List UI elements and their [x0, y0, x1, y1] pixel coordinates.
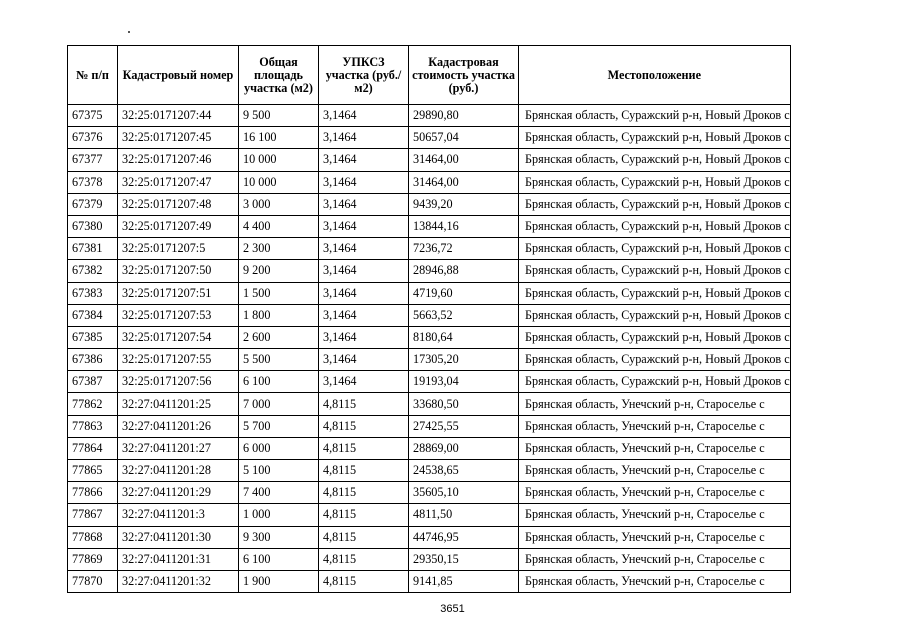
cell-number: 67381: [68, 238, 118, 260]
cell-cadastral-value: 35605,10: [409, 482, 519, 504]
cell-number: 67377: [68, 149, 118, 171]
cell-cadastral-value: 33680,50: [409, 393, 519, 415]
cell-cadastral-number: 32:25:0171207:51: [118, 282, 239, 304]
cell-number: 67387: [68, 371, 118, 393]
cell-area: 10 000: [239, 149, 319, 171]
cell-location: Брянская область, Суражский р-н, Новый Дроков с: [519, 304, 791, 326]
cell-cadastral-value: 28869,00: [409, 437, 519, 459]
cell-upksz: 4,8115: [319, 393, 409, 415]
cell-number: 77865: [68, 460, 118, 482]
cell-area: 6 000: [239, 437, 319, 459]
cell-location: Брянская область, Унечский р-н, Староселье с: [519, 437, 791, 459]
cell-cadastral-value: 13844,16: [409, 215, 519, 237]
table-row: [68, 105, 791, 127]
cell-location: Брянская область, Унечский р-н, Староселье с: [519, 482, 791, 504]
cell-cadastral-value: 19193,04: [409, 371, 519, 393]
cell-cadastral-value: 7236,72: [409, 238, 519, 260]
cell-number: 67379: [68, 193, 118, 215]
cell-area: 1 000: [239, 504, 319, 526]
cell-upksz: 3,1464: [319, 149, 409, 171]
table-row: [68, 548, 791, 570]
cell-upksz: 3,1464: [319, 105, 409, 127]
cell-location: Брянская область, Унечский р-н, Староселье с: [519, 460, 791, 482]
cell-location: Брянская область, Унечский р-н, Староселье с: [519, 393, 791, 415]
cell-cadastral-value: 5663,52: [409, 304, 519, 326]
header-location: Местоположение: [519, 46, 791, 105]
cell-upksz: 3,1464: [319, 326, 409, 348]
table-row: [68, 127, 791, 149]
cell-area: 9 300: [239, 526, 319, 548]
cell-upksz: 3,1464: [319, 304, 409, 326]
cell-location: Брянская область, Суражский р-н, Новый Дроков с: [519, 371, 791, 393]
cadastral-table: [67, 45, 791, 593]
cell-cadastral-number: 32:27:0411201:29: [118, 482, 239, 504]
cell-location: Брянская область, Суражский р-н, Новый Дроков с: [519, 260, 791, 282]
cell-upksz: 4,8115: [319, 526, 409, 548]
header-cadastral-number: Кадастровый номер: [118, 46, 239, 105]
cell-location: Брянская область, Унечский р-н, Староселье с: [519, 526, 791, 548]
scan-speck: [128, 31, 130, 33]
cell-number: 77869: [68, 548, 118, 570]
cell-upksz: 3,1464: [319, 238, 409, 260]
cell-number: 67385: [68, 326, 118, 348]
cell-number: 77868: [68, 526, 118, 548]
cell-number: 67386: [68, 349, 118, 371]
cell-area: 5 700: [239, 415, 319, 437]
cell-upksz: 3,1464: [319, 260, 409, 282]
table-row: [68, 215, 791, 237]
cell-location: Брянская область, Унечский р-н, Староселье с: [519, 415, 791, 437]
cell-area: 4 400: [239, 215, 319, 237]
header-area: Общая площадь участка (м2): [239, 46, 319, 105]
cell-number: 67384: [68, 304, 118, 326]
cell-upksz: 4,8115: [319, 482, 409, 504]
cell-cadastral-number: 32:27:0411201:25: [118, 393, 239, 415]
cell-cadastral-number: 32:25:0171207:55: [118, 349, 239, 371]
cell-cadastral-value: 29350,15: [409, 548, 519, 570]
cell-cadastral-value: 31464,00: [409, 171, 519, 193]
table-row: [68, 260, 791, 282]
cell-cadastral-number: 32:25:0171207:53: [118, 304, 239, 326]
cell-number: 67382: [68, 260, 118, 282]
cell-cadastral-value: 8180,64: [409, 326, 519, 348]
cell-cadastral-value: 9141,85: [409, 570, 519, 592]
cell-cadastral-number: 32:25:0171207:49: [118, 215, 239, 237]
cell-cadastral-number: 32:25:0171207:5: [118, 238, 239, 260]
cell-cadastral-value: 27425,55: [409, 415, 519, 437]
cell-area: 2 300: [239, 238, 319, 260]
cell-cadastral-number: 32:25:0171207:44: [118, 105, 239, 127]
cell-cadastral-number: 32:27:0411201:28: [118, 460, 239, 482]
cell-cadastral-value: 31464,00: [409, 149, 519, 171]
cell-cadastral-value: 29890,80: [409, 105, 519, 127]
cell-location: Брянская область, Суражский р-н, Новый Дроков с: [519, 149, 791, 171]
cell-upksz: 4,8115: [319, 460, 409, 482]
cell-area: 16 100: [239, 127, 319, 149]
table-row: [68, 437, 791, 459]
header-upksz: УПКСЗ участка (руб./м2): [319, 46, 409, 105]
table-body: [68, 105, 791, 593]
table-row: [68, 460, 791, 482]
cell-cadastral-number: 32:27:0411201:32: [118, 570, 239, 592]
table-row: [68, 415, 791, 437]
cell-area: 5 500: [239, 349, 319, 371]
cell-upksz: 3,1464: [319, 215, 409, 237]
cell-number: 77867: [68, 504, 118, 526]
cell-cadastral-number: 32:25:0171207:45: [118, 127, 239, 149]
cell-cadastral-value: 44746,95: [409, 526, 519, 548]
cell-upksz: 4,8115: [319, 548, 409, 570]
cell-location: Брянская область, Суражский р-н, Новый Дроков с: [519, 282, 791, 304]
cell-area: 7 000: [239, 393, 319, 415]
cell-number: 67380: [68, 215, 118, 237]
table-row: [68, 393, 791, 415]
cell-area: 2 600: [239, 326, 319, 348]
table-row: [68, 282, 791, 304]
cell-cadastral-number: 32:25:0171207:48: [118, 193, 239, 215]
cell-cadastral-value: 17305,20: [409, 349, 519, 371]
cell-area: 6 100: [239, 371, 319, 393]
cell-area: 9 200: [239, 260, 319, 282]
cell-cadastral-value: 28946,88: [409, 260, 519, 282]
cell-location: Брянская область, Суражский р-н, Новый Дроков с: [519, 349, 791, 371]
cell-area: 1 500: [239, 282, 319, 304]
cell-area: 9 500: [239, 105, 319, 127]
cell-area: 5 100: [239, 460, 319, 482]
cell-location: Брянская область, Суражский р-н, Новый Дроков с: [519, 105, 791, 127]
cell-upksz: 3,1464: [319, 282, 409, 304]
cell-upksz: 3,1464: [319, 171, 409, 193]
table-row: [68, 193, 791, 215]
header-row: [68, 46, 791, 105]
cell-area: 3 000: [239, 193, 319, 215]
cell-cadastral-number: 32:27:0411201:30: [118, 526, 239, 548]
cell-area: 7 400: [239, 482, 319, 504]
cell-upksz: 4,8115: [319, 415, 409, 437]
table-row: [68, 570, 791, 592]
table-row: [68, 349, 791, 371]
header-number: № п/п: [68, 46, 118, 105]
cell-cadastral-number: 32:27:0411201:31: [118, 548, 239, 570]
cell-location: Брянская область, Суражский р-н, Новый Дроков с: [519, 171, 791, 193]
cell-number: 77864: [68, 437, 118, 459]
cell-number: 67383: [68, 282, 118, 304]
cell-cadastral-number: 32:25:0171207:46: [118, 149, 239, 171]
cell-number: 67375: [68, 105, 118, 127]
cell-upksz: 3,1464: [319, 349, 409, 371]
cell-area: 1 900: [239, 570, 319, 592]
cell-area: 1 800: [239, 304, 319, 326]
cell-number: 67378: [68, 171, 118, 193]
cell-location: Брянская область, Унечский р-н, Староселье с: [519, 570, 791, 592]
cell-cadastral-number: 32:25:0171207:54: [118, 326, 239, 348]
cell-upksz: 4,8115: [319, 437, 409, 459]
cell-upksz: 4,8115: [319, 504, 409, 526]
cell-number: 77862: [68, 393, 118, 415]
table-row: [68, 171, 791, 193]
table-row: [68, 326, 791, 348]
cell-location: Брянская область, Суражский р-н, Новый Дроков с: [519, 215, 791, 237]
cell-location: Брянская область, Суражский р-н, Новый Дроков с: [519, 193, 791, 215]
cell-upksz: 3,1464: [319, 127, 409, 149]
cell-location: Брянская область, Суражский р-н, Новый Дроков с: [519, 238, 791, 260]
table-row: [68, 482, 791, 504]
cell-cadastral-number: 32:27:0411201:27: [118, 437, 239, 459]
cell-upksz: 4,8115: [319, 570, 409, 592]
cell-cadastral-number: 32:27:0411201:26: [118, 415, 239, 437]
cell-area: 10 000: [239, 171, 319, 193]
cell-upksz: 3,1464: [319, 371, 409, 393]
cell-location: Брянская область, Суражский р-н, Новый Дроков с: [519, 326, 791, 348]
cell-cadastral-value: 4719,60: [409, 282, 519, 304]
table-row: [68, 238, 791, 260]
table-row: [68, 504, 791, 526]
page-number: 3651: [440, 603, 465, 615]
header-cadastral-value: Кадастровая стоимость участка (руб.): [409, 46, 519, 105]
cell-number: 77870: [68, 570, 118, 592]
cell-cadastral-value: 50657,04: [409, 127, 519, 149]
cell-cadastral-number: 32:25:0171207:56: [118, 371, 239, 393]
table-row: [68, 149, 791, 171]
table-row: [68, 371, 791, 393]
cell-cadastral-value: 4811,50: [409, 504, 519, 526]
cell-number: 67376: [68, 127, 118, 149]
table-row: [68, 304, 791, 326]
cell-number: 77863: [68, 415, 118, 437]
cell-cadastral-value: 9439,20: [409, 193, 519, 215]
cell-location: Брянская область, Унечский р-н, Староселье с: [519, 548, 791, 570]
table-row: [68, 526, 791, 548]
cell-cadastral-number: 32:25:0171207:47: [118, 171, 239, 193]
cell-cadastral-value: 24538,65: [409, 460, 519, 482]
cell-location: Брянская область, Суражский р-н, Новый Дроков с: [519, 127, 791, 149]
cell-upksz: 3,1464: [319, 193, 409, 215]
cell-cadastral-number: 32:25:0171207:50: [118, 260, 239, 282]
cell-location: Брянская область, Унечский р-н, Староселье с: [519, 504, 791, 526]
cell-area: 6 100: [239, 548, 319, 570]
cell-cadastral-number: 32:27:0411201:3: [118, 504, 239, 526]
cell-number: 77866: [68, 482, 118, 504]
